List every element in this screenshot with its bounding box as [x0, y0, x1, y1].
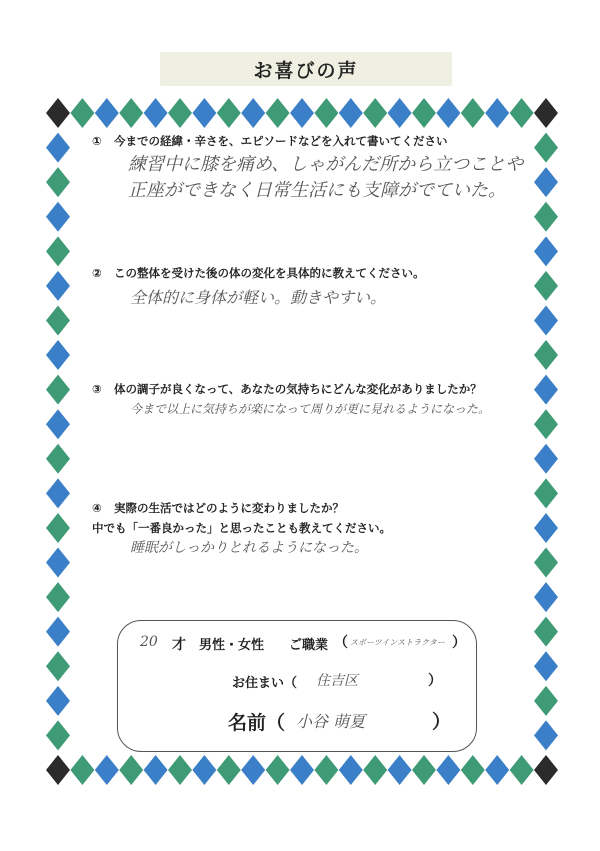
border-diamond-bottom — [510, 755, 534, 785]
job-close-paren: ） — [452, 635, 466, 651]
border-diamond-top — [485, 98, 509, 128]
answer-1-line-2: 正座ができなく日常生活にも支障がでていた。 — [128, 180, 506, 201]
question-2 — [92, 265, 425, 281]
border-diamond-top — [290, 98, 314, 128]
age-value: 20 — [140, 634, 158, 650]
border-diamond-bottom — [241, 755, 265, 785]
border-diamond-bottom — [70, 755, 94, 785]
border-diamond-top — [70, 98, 94, 128]
border-diamond-left — [46, 513, 70, 543]
border-diamond-top — [144, 98, 168, 128]
border-diamond-right — [534, 548, 558, 578]
border-diamond-top — [363, 98, 387, 128]
border-diamond-bottom — [217, 755, 241, 785]
border-diamond-right — [534, 478, 558, 508]
border-diamond-left — [46, 202, 70, 232]
border-diamond-top — [510, 98, 534, 128]
border-diamond-left — [46, 271, 70, 301]
border-diamond-left — [46, 133, 70, 163]
border-diamond-bottom — [144, 755, 168, 785]
border-diamond-bottom — [192, 755, 216, 785]
page-title: お喜びの声 — [253, 59, 359, 82]
border-diamond-right — [534, 305, 558, 335]
border-diamond-top — [217, 98, 241, 128]
border-diamond-right — [534, 444, 558, 474]
border-diamond-bottom — [388, 755, 412, 785]
border-diamond-left — [46, 236, 70, 266]
border-diamond-top — [388, 98, 412, 128]
border-diamond-left — [46, 548, 70, 578]
border-diamond-bottom — [95, 755, 119, 785]
border-diamond-right — [534, 651, 558, 681]
border-diamond-right — [534, 236, 558, 266]
question-4-text-2: 中でも「一番良かった」と思ったことも教えてください。 — [92, 521, 391, 535]
border-diamond-top — [461, 98, 485, 128]
question-4-number: ④ — [92, 501, 102, 515]
border-diamond-top — [412, 98, 436, 128]
question-4-line-2 — [92, 520, 391, 536]
question-4 — [92, 500, 344, 516]
border-diamond-top — [95, 98, 119, 128]
border-diamond-right — [534, 202, 558, 232]
border-diamond-left — [46, 686, 70, 716]
corner-diamond — [534, 98, 558, 128]
job-open-paren: （ — [334, 635, 348, 651]
border-diamond-bottom — [485, 755, 509, 785]
border-diamond-bottom — [290, 755, 314, 785]
question-2-number: ② — [92, 266, 102, 280]
answer-2-line-1: 全体的に身体が軽い。動きやすい。 — [130, 288, 387, 307]
border-diamond-left — [46, 375, 70, 405]
border-diamond-top — [314, 98, 338, 128]
border-diamond-right — [534, 133, 558, 163]
question-1 — [92, 133, 448, 149]
border-diamond-bottom — [266, 755, 290, 785]
border-diamond-right — [534, 513, 558, 543]
question-3-number: ③ — [92, 382, 102, 396]
question-3 — [92, 381, 482, 397]
border-diamond-right — [534, 582, 558, 612]
border-diamond-left — [46, 340, 70, 370]
address-label: お住まい（ — [232, 676, 298, 691]
border-diamond-left — [46, 305, 70, 335]
corner-diamond — [46, 755, 70, 785]
address-value: 住吉区 — [316, 673, 358, 689]
border-diamond-right — [534, 720, 558, 750]
border-diamond-bottom — [461, 755, 485, 785]
border-diamond-left — [46, 617, 70, 647]
border-diamond-right — [534, 271, 558, 301]
gender-label: 男性・女性 — [199, 638, 265, 653]
border-diamond-left — [46, 720, 70, 750]
border-diamond-top — [241, 98, 265, 128]
answer-3-line-1: 今まで以上に気持ちが楽になって周りが更に見れるようになった。 — [130, 402, 491, 416]
border-diamond-top — [339, 98, 363, 128]
border-diamond-bottom — [168, 755, 192, 785]
question-2-text: この整体を受けた後の体の変化を具体的に教えてください。 — [114, 266, 425, 280]
border-diamond-left — [46, 409, 70, 439]
border-diamond-bottom — [119, 755, 143, 785]
border-diamond-top — [192, 98, 216, 128]
age-label: 才 — [172, 637, 186, 653]
border-diamond-bottom — [436, 755, 460, 785]
question-3-text: 体の調子が良くなって、あなたの気持ちにどんな変化がありましたか？ — [114, 382, 482, 396]
name-value: 小谷 萌夏 — [296, 712, 366, 731]
border-diamond-bottom — [363, 755, 387, 785]
corner-diamond — [534, 755, 558, 785]
job-label: ご職業 — [289, 638, 329, 653]
border-diamond-left — [46, 444, 70, 474]
border-diamond-left — [46, 478, 70, 508]
border-diamond-top — [168, 98, 192, 128]
corner-diamond — [46, 98, 70, 128]
address-close-paren: ） — [428, 673, 442, 689]
answer-4-line-1: 睡眠がしっかりとれるようになった。 — [130, 540, 368, 556]
job-value: スポーツインストラクター — [350, 638, 445, 647]
border-diamond-right — [534, 686, 558, 716]
border-diamond-bottom — [412, 755, 436, 785]
border-diamond-right — [534, 167, 558, 197]
border-diamond-bottom — [339, 755, 363, 785]
name-close-paren: ） — [432, 711, 452, 733]
border-diamond-right — [534, 375, 558, 405]
question-1-number: ① — [92, 134, 102, 148]
name-label: 名前（ — [228, 712, 286, 734]
border-diamond-right — [534, 340, 558, 370]
border-diamond-left — [46, 582, 70, 612]
question-1-text: 今までの経緯・辛さを、エピソードなどを入れて書いてください — [114, 134, 448, 148]
border-diamond-right — [534, 617, 558, 647]
question-4-text-1: 実際の生活ではどのように変わりましたか？ — [114, 501, 344, 515]
answer-1-line-1: 練習中に膝を痛め、しゃがんだ所から立つことや — [128, 154, 524, 175]
title-banner — [160, 52, 452, 86]
border-diamond-top — [266, 98, 290, 128]
border-diamond-top — [436, 98, 460, 128]
border-diamond-top — [119, 98, 143, 128]
border-diamond-bottom — [314, 755, 338, 785]
border-diamond-right — [534, 409, 558, 439]
border-diamond-left — [46, 167, 70, 197]
border-diamond-left — [46, 651, 70, 681]
